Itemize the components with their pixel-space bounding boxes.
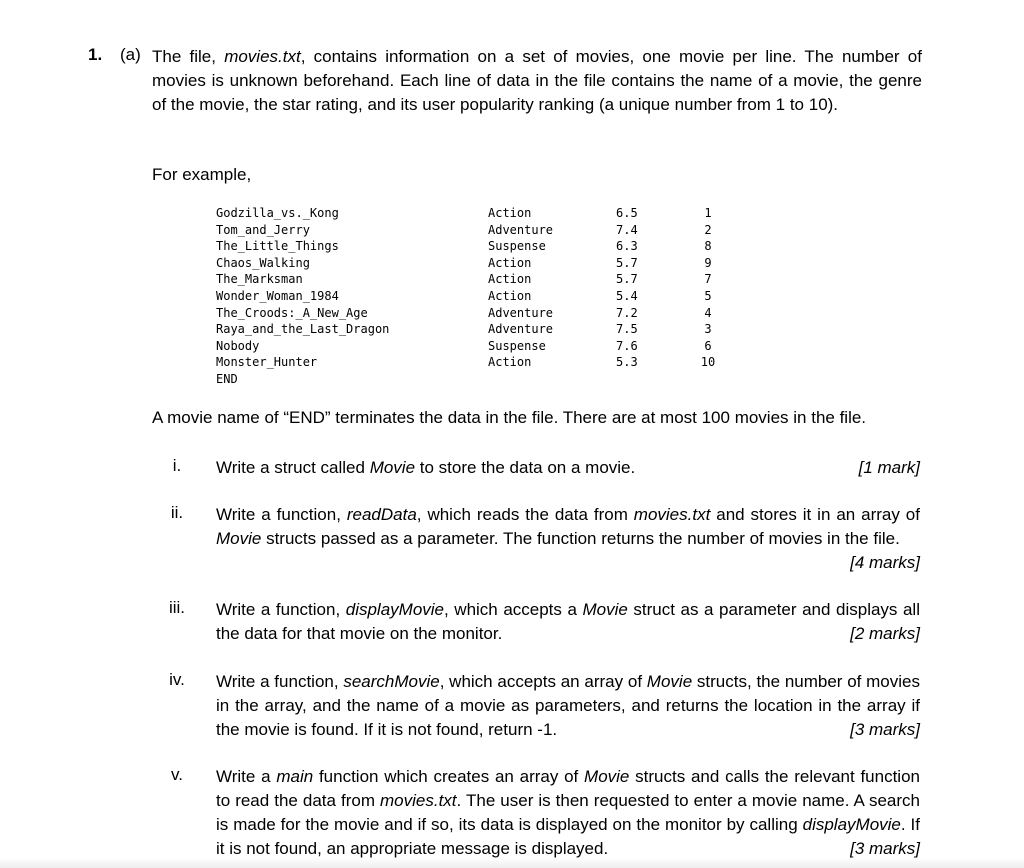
subpart-label-iv: iv.	[169, 670, 185, 689]
cell-rating: 5.3	[616, 355, 638, 370]
cell-name: Raya_and_the_Last_Dragon	[216, 322, 390, 337]
cell-rank: 9	[704, 255, 712, 270]
cell-name: The_Little_Things	[216, 239, 339, 254]
cell-rank: 4	[704, 305, 712, 320]
cell-rank: 8	[704, 239, 712, 254]
cell-rank: 6	[704, 338, 712, 353]
marks-iv: [3 marks]	[850, 720, 920, 739]
cell-genre: Action	[488, 206, 532, 220]
end-marker: END	[216, 371, 238, 386]
question-number: 1.	[88, 45, 103, 64]
cell-rank: 7	[704, 272, 712, 287]
subpart-v: Write a main function which creates an array of Movie structs and calls the relevant function to read the data from movies.txt. The user is then requested to enter a movie name. A search is made for the movie and if so, its data is displayed on the monitor by calling displayMovie. If it is not found, an appropriate message is displayed. [3 marks]	[216, 765, 920, 861]
cell-genre: Adventure	[488, 222, 554, 237]
cell-genre: Action	[488, 355, 532, 370]
subpart-label-i: i.	[172, 456, 182, 475]
table-row	[216, 222, 730, 239]
table-row	[216, 305, 730, 322]
for-example-label: For example,	[152, 165, 252, 184]
cell-genre: Action	[488, 288, 532, 303]
cell-rating: 6.3	[616, 239, 638, 254]
cell-name: Monster_Hunter	[216, 355, 318, 370]
cell-name: Chaos_Walking	[216, 255, 310, 270]
end-note: A movie name of “END” terminates the data in the file. There are at most 100 movies in the file.	[152, 408, 867, 427]
table-row	[216, 205, 730, 222]
subpart-ii: Write a function, readData, which reads the data from movies.txt and stores it in an array of Movie structs passed as a parameter. The function returns the number of movies in the file. [4 marks]	[216, 503, 920, 575]
table-row	[216, 271, 730, 288]
page-bottom-shadow	[0, 858, 1024, 868]
cell-rank: 3	[704, 322, 712, 337]
subpart-iii: Write a function, displayMovie, which accepts a Movie struct as a parameter and displays all the data for that movie on the monitor. [2 marks]	[216, 598, 920, 646]
cell-rank: 10	[700, 355, 716, 370]
marks-i: [1 mark]	[858, 458, 920, 477]
table-row	[216, 288, 730, 305]
cell-rating: 7.6	[616, 338, 638, 353]
cell-genre: Action	[488, 272, 532, 287]
cell-rating: 5.7	[616, 255, 638, 270]
subpart-i: Write a struct called Movie to store the data on a movie. [1 mark]	[216, 456, 920, 480]
subpart-label-iii: iii.	[168, 598, 186, 617]
marks-ii: [4 marks]	[850, 553, 920, 572]
question-intro: The file, movies.txt, contains information on a set of movies, one movie per line. The number of movies is unknown beforehand. Each line of data in the file contains the name of a movie, the genre of the movie, the star rating, and its user popularity ranking (a unique number from 1 to 10).	[152, 47, 922, 114]
cell-rating: 7.4	[616, 222, 638, 237]
subpart-label-ii: ii.	[170, 503, 184, 522]
end-marker-row	[216, 371, 730, 388]
cell-rating: 5.4	[616, 288, 638, 303]
cell-genre: Adventure	[488, 322, 554, 337]
question-part: (a)	[120, 45, 141, 64]
cell-name: Wonder_Woman_1984	[216, 288, 339, 303]
subpart-iv: Write a function, searchMovie, which accepts an array of Movie structs, the number of movies in the array, and the name of a movie as parameters, and returns the location in the array if the movie is found. If it is not found, return -1. [3 marks]	[216, 670, 920, 742]
subpart-label-v: v.	[171, 765, 183, 784]
cell-rank: 5	[704, 288, 712, 303]
file-name: movies.txt	[224, 47, 301, 66]
cell-rating: 6.5	[616, 206, 638, 220]
cell-name: Nobody	[216, 338, 260, 353]
cell-genre: Adventure	[488, 305, 554, 320]
cell-name: Godzilla_vs._Kong	[216, 206, 339, 220]
cell-rating: 7.5	[616, 322, 638, 337]
movie-data-table	[216, 205, 730, 388]
marks-v: [3 marks]	[850, 839, 920, 858]
cell-rating: 5.7	[616, 272, 638, 287]
cell-rating: 7.2	[616, 305, 638, 320]
table-row	[216, 354, 730, 371]
table-row	[216, 238, 730, 255]
cell-genre: Action	[488, 255, 532, 270]
cell-name: The_Croods:_A_New_Age	[216, 305, 368, 320]
table-row	[216, 321, 730, 338]
cell-name: Tom_and_Jerry	[216, 222, 310, 237]
cell-rank: 2	[704, 222, 712, 237]
cell-genre: Suspense	[488, 239, 546, 254]
cell-rank: 1	[704, 206, 712, 220]
table-row	[216, 338, 730, 355]
table-row	[216, 255, 730, 272]
marks-iii: [2 marks]	[850, 624, 920, 643]
cell-name: The_Marksman	[216, 272, 303, 287]
cell-genre: Suspense	[488, 338, 546, 353]
